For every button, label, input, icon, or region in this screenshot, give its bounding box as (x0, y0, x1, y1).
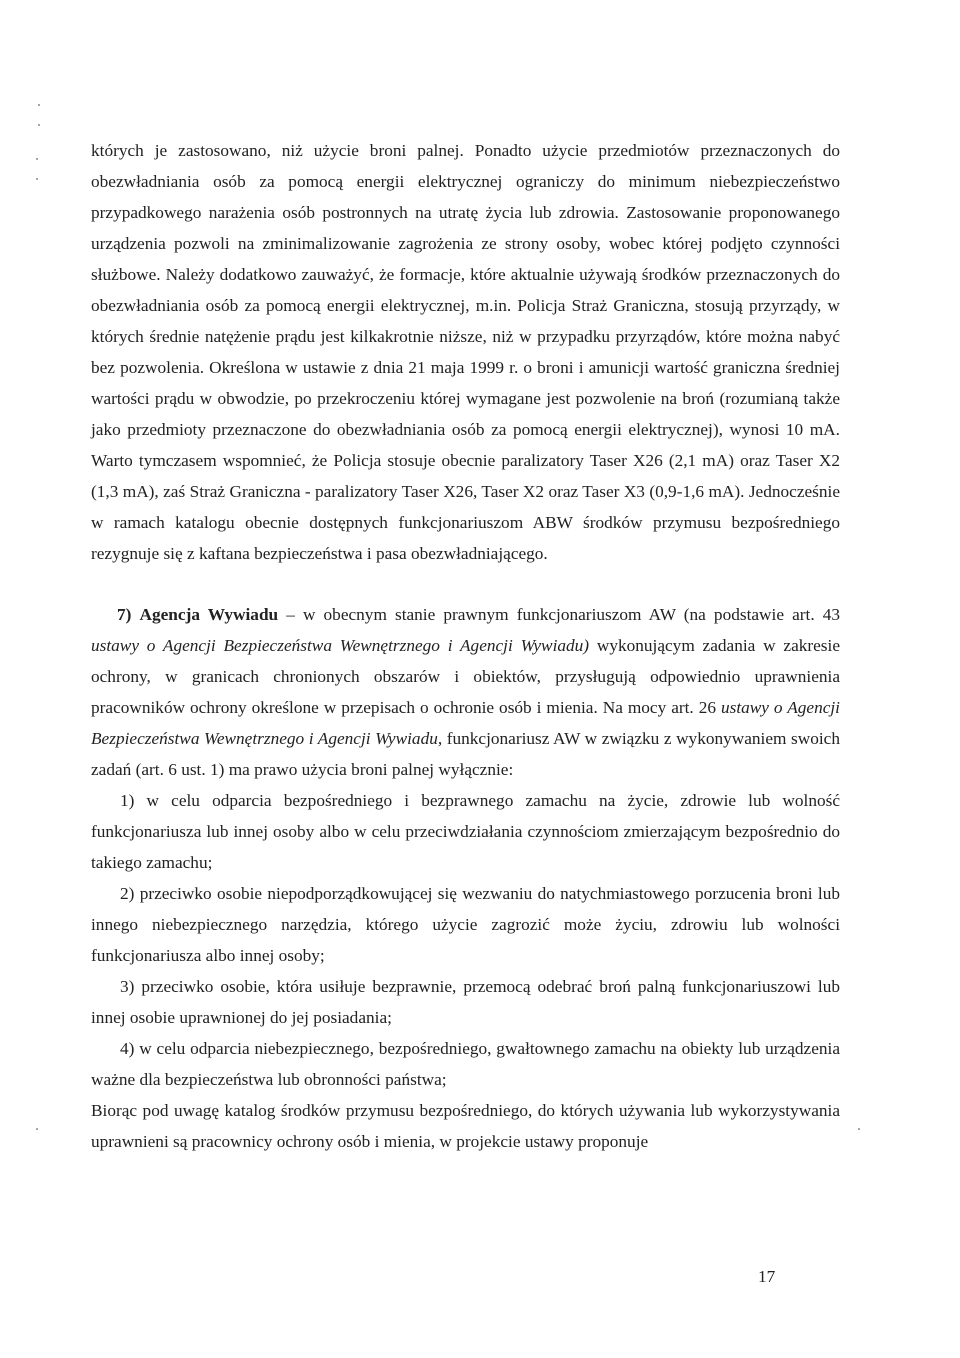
section-title: Agencja Wywiadu (139, 605, 279, 624)
section-text-c: funkcjonariusz AW w związku z wykonywaniem swoich zadań (art. 6 ust. 1) ma prawo użycia broni palnej wyłącznie: (91, 729, 840, 779)
list-item: 4) w celu odparcia niebezpiecznego, bezpośredniego, gwałtownego zamachu na obiekty lub urządzenia ważne dla bezpieczeństwa lub obronności państwa; (91, 1039, 840, 1089)
scan-speck (38, 104, 40, 106)
list-item: 1) w celu odparcia bezpośredniego i bezprawnego zamachu na życie, zdrowie lub wolność funkcjonariusza lub innej osoby albo w celu przeciwdziałania czynnościom zmierzającym bezpośrednio do takiego zamachu; (91, 791, 840, 872)
paragraph-continuation: których je zastosowano, niż użycie broni palnej. Ponadto użycie przedmiotów przeznaczonych do obezwładniania osób za pomocą energii elektrycznej ograniczy do minimum niebezpieczeństwo przypadkowego narażenia osób postronnych na utratę życia lub zdrowia. Zastosowanie proponowanego urządzenia pozwoli na zminimalizowanie zagrożenia ze strony osoby, wobec której podjęto czynności służbowe. Należy dodatkowo zauważyć, że formacje, które aktualnie używają środków przeznaczonych do obezwładniania osób za pomocą energii elektrycznej, m.in. Policja Straż Graniczna, stosują przyrządy, w których średnie natężenie prądu jest kilkakrotnie niższe, niż w przypadku przyrządów, które można nabyć bez pozwolenia. Określona w ustawie z dnia 21 maja 1999 r. o broni i amunicji wartość graniczna średniej wartości prądu w obwodzie, po przekroczeniu której wymagane jest pozwolenie na broń (rozumianą także jako przedmioty przeznaczone do obezwładniania osób za pomocą energii elektrycznej), wynosi 10 mA. Warto tymczasem wspomnieć, że Policja stosuje obecnie paralizatory Taser X26 (2,1 mA) oraz Taser X2 (1,3 mA), zaś Straż Graniczna - paralizatory Taser X26, Taser X2 oraz Taser X3 (0,9-1,6 mA). Jednocześnie w ramach katalogu obecnie dostępnych funkcjonariuszom ABW środków przymusu bezpośredniego rezygnuje się z kaftana bezpieczeństwa i pasa obezwładniającego. (91, 141, 840, 563)
paragraph-gap (91, 569, 840, 599)
body-text (91, 135, 840, 1157)
list-item: 3) przeciwko osobie, która usiłuje bezprawnie, przemocą odebrać broń palną funkcjonariuszowi lub innej osobie uprawnionej do jej posiadania; (91, 977, 840, 1027)
closing-paragraph: Biorąc pod uwagę katalog środków przymusu bezpośredniego, do których używania lub wykorzystywania uprawnieni są pracownicy ochrony osób i mienia, w projekcie ustawy proponuje (91, 1101, 840, 1151)
section-number: 7) (117, 605, 132, 624)
scan-speck (38, 124, 40, 126)
section-text-a: – w obecnym stanie prawnym funkcjonariuszom AW (na podstawie art. 43 (278, 605, 840, 624)
page-number: 17 (758, 1267, 776, 1286)
act-title-2: ustawy o Agencji Bezpieczeństwa Wewnętrznego i Agencji Wywiadu, (91, 698, 840, 748)
scan-speck (858, 1128, 860, 1130)
list-item: 2) przeciwko osobie niepodporządkowującej się wezwaniu do natychmiastowego porzucenia broni lub innego niebezpiecznego narzędzia, którego użycie zagrozić może życiu, zdrowiu lub wolności funkcjonariusza albo innej osoby; (91, 884, 840, 965)
scan-speck (36, 1128, 38, 1130)
scan-speck (36, 158, 38, 160)
act-title-1: ustawy o Agencji Bezpieczeństwa Wewnętrznego i Agencji Wywiadu) (91, 636, 590, 655)
scan-speck (36, 178, 38, 180)
section-7-paragraph (91, 599, 840, 785)
section-text-b: wykonującym zadania w zakresie ochrony, w granicach chronionych obszarów i obiektów, przysługują odpowiednio uprawnienia pracowników ochrony określone w przepisach o ochronie osób i mienia. Na mocy art. 26 (91, 636, 840, 717)
